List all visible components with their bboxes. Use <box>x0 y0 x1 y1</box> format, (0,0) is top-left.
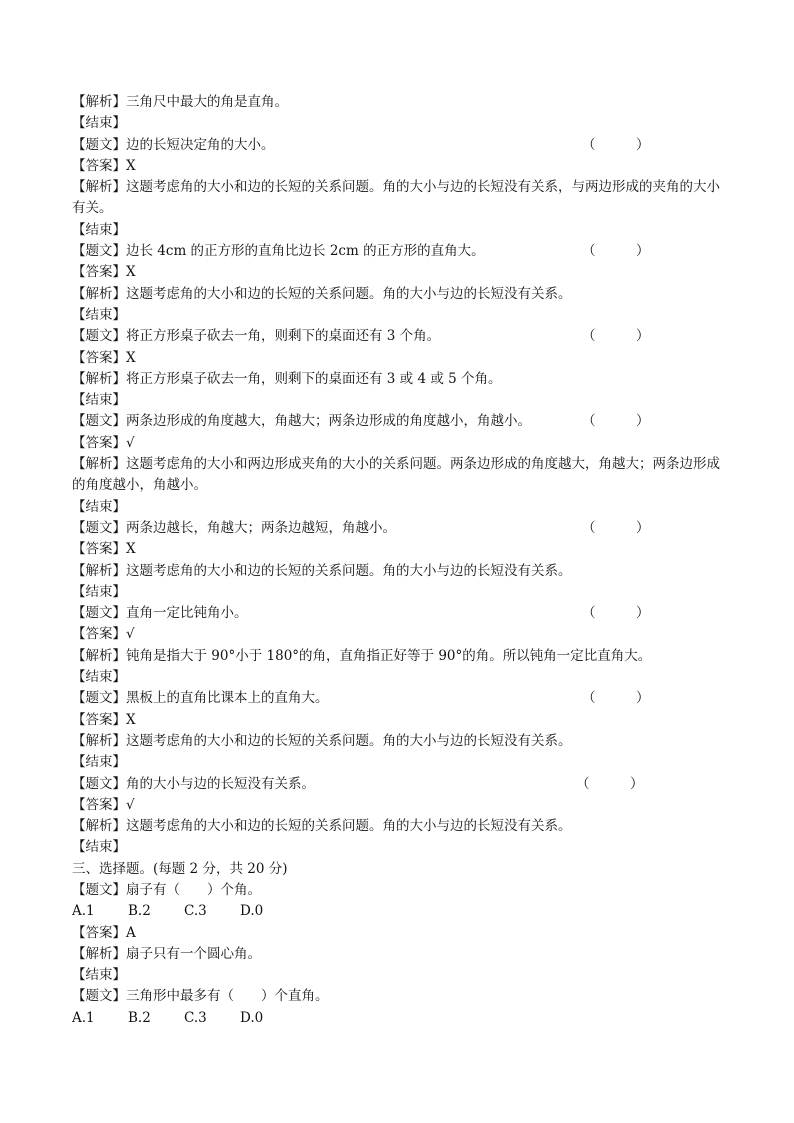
text-line <box>72 837 732 858</box>
text-line <box>72 454 732 497</box>
text-line <box>72 92 732 113</box>
line-text: 三、选择题。(每题 2 分，共 20 分) <box>72 860 288 877</box>
line-text: 【答案】√ <box>72 626 135 643</box>
line-text: 【答案】X <box>72 711 136 728</box>
text-line <box>72 390 732 411</box>
text-line <box>72 816 732 837</box>
text-line <box>72 923 732 944</box>
answer-parentheses: （ ） <box>582 413 650 430</box>
text-line <box>72 135 732 156</box>
line-text: 【解析】这题考虑角的大小和边的长短的关系问题。角的大小与边的长短没有关系。 <box>72 732 572 749</box>
text-line <box>72 177 732 220</box>
line-text: 【答案】X <box>72 349 136 366</box>
text-line <box>72 305 732 326</box>
line-text: 【解析】这题考虑角的大小和边的长短的关系问题。角的大小与边的长短没有关系。 <box>72 285 572 302</box>
options-line <box>72 901 732 922</box>
line-text: 【解析】这题考虑角的大小和两边形成夹角的大小的关系问题。两条边形成的角度越大，角越大；两条边形成的角度越小，角越小。 <box>72 456 720 494</box>
text-line <box>72 348 732 369</box>
text-line <box>72 965 732 986</box>
line-text: 【结束】 <box>72 583 126 600</box>
line-text: 【结束】 <box>72 754 126 771</box>
line-text: 【解析】这题考虑角的大小和边的长短的关系问题。角的大小与边的长短没有关系。 <box>72 818 572 835</box>
line-text: 【解析】这题考虑角的大小和边的长短的关系问题。角的大小与边的长短没有关系，与两边形成的夹角的大小有关。 <box>72 179 720 217</box>
line-text: 【解析】将正方形桌子砍去一角，则剩下的桌面还有 3 或 4 或 5 个角。 <box>72 370 502 387</box>
line-text: 【题文】直角一定比钝角小。 <box>72 605 248 622</box>
text-line <box>72 539 732 560</box>
line-text: 【答案】X <box>72 541 136 558</box>
option-label: C.3 <box>184 903 207 920</box>
line-text: 【题文】三角形中最多有（ ）个直角。 <box>72 988 329 1005</box>
line-text: 【答案】√ <box>72 796 135 813</box>
text-line <box>72 433 732 454</box>
text-line <box>72 326 732 347</box>
option-label: C.3 <box>184 1009 207 1026</box>
option-label: A.1 <box>72 1009 95 1026</box>
text-line <box>72 624 732 645</box>
line-text: 【答案】A <box>72 924 136 941</box>
line-text: 【题文】边长 4cm 的正方形的直角比边长 2cm 的正方形的直角大。 <box>72 243 485 260</box>
text-line <box>72 113 732 134</box>
line-text: 【结束】 <box>72 498 126 515</box>
option-label: D.0 <box>240 1009 264 1026</box>
line-text: 【题文】角的大小与边的长短没有关系。 <box>72 775 315 792</box>
text-line <box>72 859 732 880</box>
line-text: 【结束】 <box>72 967 126 984</box>
answer-parentheses: （ ） <box>576 775 644 792</box>
line-text: 【解析】扇子只有一个圆心角。 <box>72 945 261 962</box>
option-label: D.0 <box>240 903 264 920</box>
text-line <box>72 752 732 773</box>
answer-parentheses: （ ） <box>582 519 650 536</box>
text-line <box>72 603 732 624</box>
text-line <box>72 774 732 795</box>
text-line <box>72 241 732 262</box>
answer-parentheses: （ ） <box>582 690 650 707</box>
line-text: 【解析】钝角是指大于 90°小于 180°的角，直角指正好等于 90°的角。所以钝角一定比直角大。 <box>72 647 652 664</box>
text-line <box>72 411 732 432</box>
answer-parentheses: （ ） <box>582 136 650 153</box>
document-body <box>72 92 732 1029</box>
line-text: 【结束】 <box>72 669 126 686</box>
text-line <box>72 156 732 177</box>
text-line <box>72 646 732 667</box>
line-text: 【结束】 <box>72 392 126 409</box>
text-line <box>72 369 732 390</box>
line-text: 【结束】 <box>72 115 126 132</box>
text-line <box>72 561 732 582</box>
text-line <box>72 497 732 518</box>
line-text: 【结束】 <box>72 221 126 238</box>
text-line <box>72 795 732 816</box>
text-line <box>72 518 732 539</box>
line-text: 【解析】三角尺中最大的角是直角。 <box>72 94 288 110</box>
text-line <box>72 944 732 965</box>
text-line <box>72 667 732 688</box>
text-line <box>72 986 732 1007</box>
answer-parentheses: （ ） <box>582 605 650 622</box>
line-text: 【答案】X <box>72 157 136 174</box>
line-text: 【解析】这题考虑角的大小和边的长短的关系问题。角的大小与边的长短没有关系。 <box>72 562 572 579</box>
text-line <box>72 731 732 752</box>
answer-parentheses: （ ） <box>582 243 650 260</box>
text-line <box>72 688 732 709</box>
line-text: 【题文】两条边形成的角度越大，角越大；两条边形成的角度越小，角越小。 <box>72 413 531 430</box>
line-text: 【答案】X <box>72 264 136 281</box>
text-line <box>72 220 732 241</box>
line-text: 【结束】 <box>72 839 126 856</box>
text-line <box>72 284 732 305</box>
line-text: 【题文】将正方形桌子砍去一角，则剩下的桌面还有 3 个角。 <box>72 328 441 345</box>
text-line <box>72 262 732 283</box>
text-line <box>72 582 732 603</box>
line-text: 【题文】黑板上的直角比课本上的直角大。 <box>72 690 329 707</box>
text-line <box>72 880 732 901</box>
option-label: B.2 <box>128 1009 151 1026</box>
text-line <box>72 710 732 731</box>
line-text: 【题文】边的长短决定角的大小。 <box>72 136 275 153</box>
line-text: 【题文】扇子有（ ）个角。 <box>72 881 261 898</box>
option-label: B.2 <box>128 903 151 920</box>
option-label: A.1 <box>72 903 95 920</box>
answer-parentheses: （ ） <box>582 328 650 345</box>
options-line <box>72 1008 732 1029</box>
line-text: 【答案】√ <box>72 434 135 451</box>
line-text: 【题文】两条边越长，角越大；两条边越短，角越小。 <box>72 519 396 536</box>
line-text: 【结束】 <box>72 306 126 323</box>
